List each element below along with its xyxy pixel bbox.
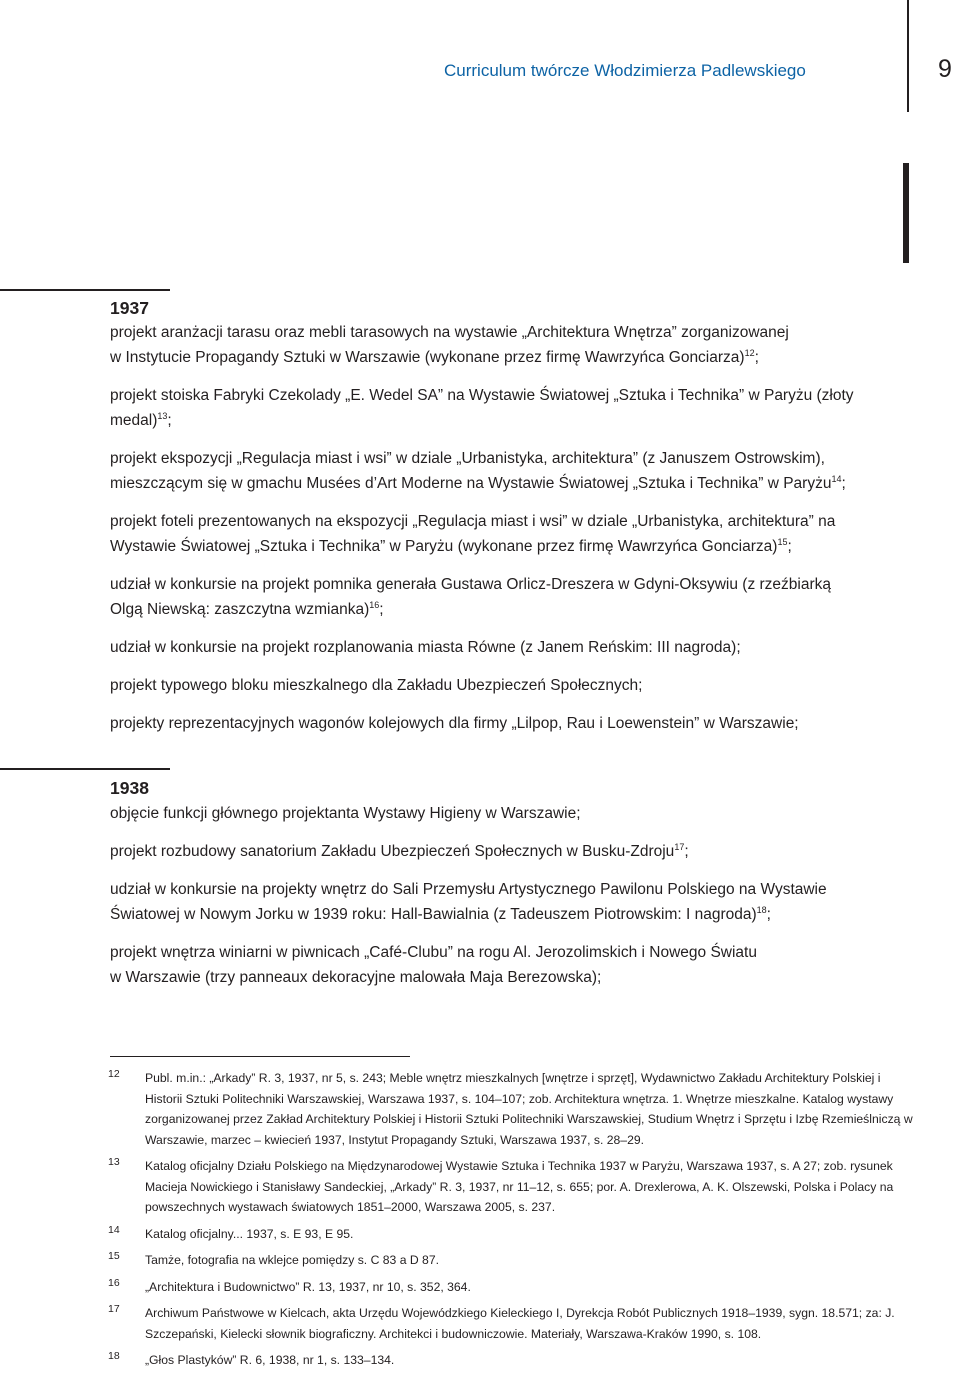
cv-entry-punctuation: ; [787,538,792,555]
cv-entry [110,446,930,496]
cv-entry-text: udział w konkursie na projekt rozplanowania miasta Równe (z Janem Reńskim: III nagroda); [110,639,741,656]
cv-entry-text: projekty reprezentacyjnych wagonów kolejowych dla firmy „Lilpop, Rau i Loewenstein” w Warszawie; [110,715,799,732]
footnote-number: 12 [108,1068,120,1080]
footnote [108,1303,920,1344]
cv-entry [110,711,930,736]
cv-entry [110,940,930,990]
year-heading-1938: 1938 [110,778,149,798]
margin-vertical-line [907,0,909,112]
footnotes [108,1068,920,1377]
footnote-ref[interactable]: 13 [157,411,168,421]
cv-entry [110,383,930,433]
footnote-rule [110,1056,410,1057]
cv-entry-text: projekt rozbudowy sanatorium Zakładu Ubezpieczeń Społecznych w Busku-Zdroju [110,843,675,860]
footnote-number: 15 [108,1250,120,1262]
cv-entry [110,635,930,660]
margin-thumb-bar [903,163,909,263]
cv-entry-text: projekt foteli prezentowanych na ekspozycji „Regulacja miast i wsi” w dziale „Urbanistyka, architektura” na Wystawie Światowej „Sztuka i Technika” w Paryżu (wykonane przez firmę Wawrzyńca Gonciarza) [110,513,836,555]
footnote-number: 13 [108,1156,120,1168]
footnote [108,1277,920,1298]
cv-entry [110,509,930,559]
footnote-text: „Architektura i Budownictwo” R. 13, 1937, nr 10, s. 352, 364. [145,1279,471,1294]
page-number: 9 [938,55,952,83]
cv-entry-punctuation: ; [167,412,172,429]
cv-entry-text: projekt stoiska Fabryki Czekolady „E. Wedel SA” na Wystawie Światowej „Sztuka i Technika” w Paryżu (złoty medal) [110,387,854,429]
footnote-ref[interactable]: 17 [674,842,685,852]
running-title: Curriculum twórcze Włodzimierza Padlewskiego [444,61,806,80]
entries-1938 [110,801,930,1003]
cv-entry-text: projekt aranżacji tarasu oraz mebli tarasowych na wystawie „Architektura Wnętrza” zorganizowanej w Instytucie Propagandy Sztuki w Warszawie (wykonane przez firmę Wawrzyńca Gonciarza) [110,324,789,366]
cv-entry-punctuation: ; [841,475,846,492]
cv-entry-text: projekt wnętrza winiarni w piwnicach „Café-Clubu” na rogu Al. Jerozolimskich i Nowego Światu w Warszawie (trzy panneaux dekoracyjne malowała Maja Berezowska); [110,944,757,986]
footnote-text: Tamże, fotografia na wklejce pomiędzy s. C 83 a D 87. [145,1253,439,1267]
footnote [108,1250,920,1271]
cv-entry-text: objęcie funkcji głównego projektanta Wystawy Higieny w Warszawie; [110,805,581,822]
cv-entry-punctuation: ; [766,906,771,923]
cv-entry-text: projekt typowego bloku mieszkalnego dla Zakładu Ubezpieczeń Społecznych; [110,677,643,694]
cv-entry-punctuation: ; [684,843,689,860]
footnote-number: 14 [108,1223,120,1236]
cv-entry [110,572,930,622]
cv-entry [110,877,930,927]
cv-entry-text: udział w konkursie na projekty wnętrz do Sali Przemysłu Artystycznego Pawilonu Polskiego na Wystawie Światowej w Nowym Jorku w 1939 roku: Hall-Bawialnia (z Tadeuszem Piotrowskim: I nagroda) [110,881,827,923]
cv-entry [110,839,930,864]
footnote-number: 18 [108,1350,120,1362]
footnote-text: Publ. m.in.: „Arkady” R. 3, 1937, nr 5, s. 243; Meble wnętrz mieszkalnych [wnętrze i sprzęt], Wydawnictwo Zakładu Architektury Polskiej i Historii Sztuki Politechniki Warszawskiej, Warszawa 1937, s. 104–107; zob. Architektura wnętrza. 1. Wnętrze mieszkalne. Katalog wystawy zorganizowanej przez Zakład Architektury Polskiej i Historii Sztuki Politechniki Warszawskiej, Studium Wnętrz i Sprzętu i Izbę Rzemieślniczą w Warszawie, marzec – kwiecień 1937, Instytut Propagandy Sztuki, Warszawa 1937, s. 28–29. [145,1071,913,1147]
section-rule-1937 [0,289,170,291]
footnote [108,1156,920,1218]
cv-entry-punctuation: ; [379,601,384,618]
section-rule-1938 [0,768,170,770]
footnote-text: „Głos Plastyków” R. 6, 1938, nr 1, s. 133–134. [145,1353,395,1367]
cv-entry-punctuation: ; [754,349,759,366]
footnote-ref[interactable]: 12 [744,348,755,358]
cv-entry-text: projekt ekspozycji „Regulacja miast i wsi” w dziale „Urbanistyka, architektura” (z Januszem Ostrowskim), mieszczącym się w gmachu Musées d’Art Moderne na Wystawie Światowej „Sztuka i Technika” w Paryżu [110,450,832,492]
footnote [108,1224,920,1245]
cv-entry [110,801,930,826]
footnote-ref[interactable]: 16 [369,600,380,610]
entries-1937 [110,320,930,749]
footnote-ref[interactable]: 15 [777,537,788,547]
footnote-ref[interactable]: 14 [831,474,842,484]
footnote-number: 16 [108,1276,120,1289]
footnote [108,1068,920,1150]
footnote-ref[interactable]: 18 [756,905,767,915]
year-heading-1937: 1937 [110,298,149,318]
cv-entry [110,673,930,698]
footnote [108,1350,920,1371]
cv-entry-text: udział w konkursie na projekt pomnika generała Gustawa Orlicz-Dreszera w Gdyni-Oksywiu (z rzeźbiarką Olgą Niewską: zaszczytna wzmianka) [110,576,832,618]
footnote-text: Archiwum Państwowe w Kielcach, akta Urzędu Wojewódzkiego Kieleckiego I, Dyrekcja Robót Publicznych 1918–1939, sygn. 18.571; za: J. Szczepański, Kielecki słownik biograficzny. Architekci i budowniczowie. Materiały, Warszawa-Kraków 1990, s. 108. [145,1306,895,1341]
footnote-text: Katalog oficjalny Działu Polskiego na Międzynarodowej Wystawie Sztuka i Technika 1937 w Paryżu, Warszawa 1937, s. A 27; zob. rysunek Macieja Nowickiego i Stanisławy Sandeckiej, „Arkady” R. 3, 1937, nr 11–12, s. 655; por. A. Drexlerowa, A. K. Olszewski, Polska i Polacy na powszechnych wystawach światowych 1851–2000, Warszawa 2005, s. 237. [145,1159,894,1214]
cv-entry [110,320,930,370]
footnote-number: 17 [108,1303,120,1315]
footnote-text: Katalog oficjalny... 1937, s. E 93, E 95. [145,1226,354,1241]
